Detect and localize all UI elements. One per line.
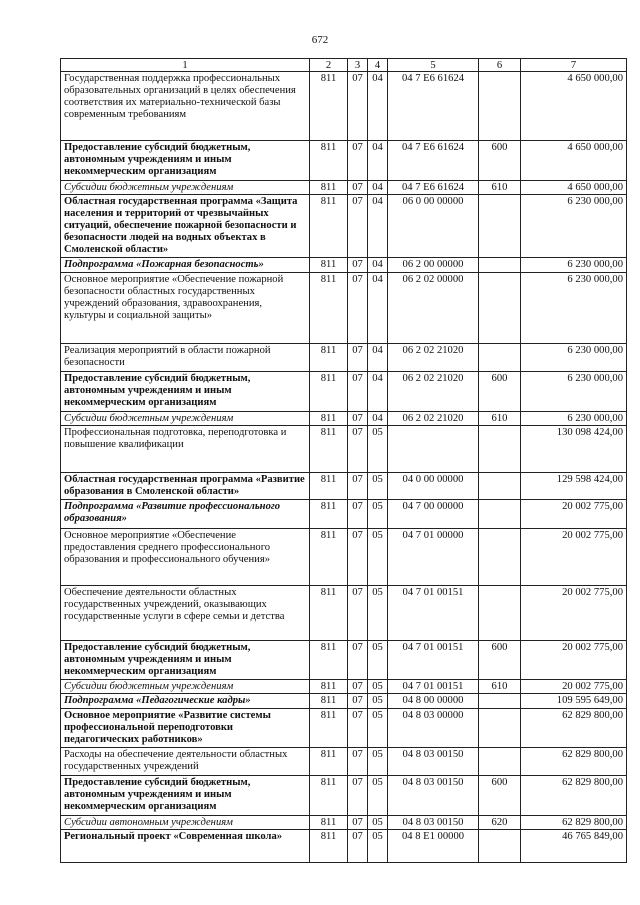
item-name: Субсидии бюджетным учреждениям bbox=[61, 412, 310, 426]
subsection-code: 04 bbox=[368, 412, 388, 426]
section-code: 07 bbox=[348, 473, 368, 500]
item-name: Профессиональная подготовка, переподготовка и повышение квалификации bbox=[61, 426, 310, 473]
amount: 62 829 800,00 bbox=[521, 748, 627, 776]
subsection-code: 05 bbox=[368, 426, 388, 473]
expense-type-code: 600 bbox=[479, 776, 521, 816]
admin-code: 811 bbox=[310, 748, 348, 776]
table-row bbox=[61, 426, 627, 473]
subsection-code: 05 bbox=[368, 709, 388, 748]
column-header: 2 bbox=[310, 59, 348, 72]
table-row bbox=[61, 195, 627, 258]
table-row bbox=[61, 141, 627, 181]
amount: 129 598 424,00 bbox=[521, 473, 627, 500]
table-row bbox=[61, 830, 627, 863]
amount: 6 230 000,00 bbox=[521, 372, 627, 412]
section-code: 07 bbox=[348, 412, 368, 426]
admin-code: 811 bbox=[310, 426, 348, 473]
section-code: 07 bbox=[348, 344, 368, 372]
item-name: Государственная поддержка профессиональных образовательных организаций в целях обеспечения соответствия их материально-технической базы современным требованиям bbox=[61, 72, 310, 141]
budget-table bbox=[60, 58, 627, 863]
target-article-code: 04 8 03 00150 bbox=[388, 776, 479, 816]
table-row bbox=[61, 680, 627, 694]
table-row bbox=[61, 273, 627, 344]
expense-type-code: 610 bbox=[479, 412, 521, 426]
amount: 6 230 000,00 bbox=[521, 344, 627, 372]
expense-type-code bbox=[479, 586, 521, 641]
target-article-code: 04 8 E1 00000 bbox=[388, 830, 479, 863]
target-article-code: 04 7 01 00151 bbox=[388, 586, 479, 641]
expense-type-code bbox=[479, 273, 521, 344]
admin-code: 811 bbox=[310, 273, 348, 344]
item-name: Предоставление субсидий бюджетным, автономным учреждениям и иным некоммерческим организациям bbox=[61, 372, 310, 412]
amount: 6 230 000,00 bbox=[521, 273, 627, 344]
expense-type-code: 600 bbox=[479, 141, 521, 181]
section-code: 07 bbox=[348, 141, 368, 181]
target-article-code: 04 7 00 00000 bbox=[388, 500, 479, 529]
admin-code: 811 bbox=[310, 529, 348, 586]
item-name: Основное мероприятие «Обеспечение пожарной безопасности областных государственных учреждений образования, здравоохранения, культуры и социальной защиты» bbox=[61, 273, 310, 344]
admin-code: 811 bbox=[310, 586, 348, 641]
target-article-code: 04 7 E6 61624 bbox=[388, 141, 479, 181]
target-article-code: 04 8 03 00150 bbox=[388, 748, 479, 776]
amount: 109 595 649,00 bbox=[521, 694, 627, 709]
amount: 20 002 775,00 bbox=[521, 586, 627, 641]
admin-code: 811 bbox=[310, 181, 348, 195]
expense-type-code bbox=[479, 529, 521, 586]
target-article-code: 04 8 00 00000 bbox=[388, 694, 479, 709]
item-name: Субсидии автономным учреждениям bbox=[61, 816, 310, 830]
admin-code: 811 bbox=[310, 473, 348, 500]
expense-type-code bbox=[479, 473, 521, 500]
target-article-code: 06 0 00 00000 bbox=[388, 195, 479, 258]
table-row bbox=[61, 72, 627, 141]
amount: 20 002 775,00 bbox=[521, 641, 627, 680]
item-name: Подпрограмма «Пожарная безопасность» bbox=[61, 258, 310, 273]
amount: 20 002 775,00 bbox=[521, 529, 627, 586]
expense-type-code bbox=[479, 748, 521, 776]
item-name: Основное мероприятие «Обеспечение предоставления среднего профессионального образования и профессионального обучения» bbox=[61, 529, 310, 586]
target-article-code: 04 8 03 00000 bbox=[388, 709, 479, 748]
expense-type-code bbox=[479, 344, 521, 372]
target-article-code: 04 8 03 00150 bbox=[388, 816, 479, 830]
target-article-code: 06 2 02 21020 bbox=[388, 344, 479, 372]
item-name: Предоставление субсидий бюджетным, автономным учреждениям и иным некоммерческим организациям bbox=[61, 641, 310, 680]
admin-code: 811 bbox=[310, 694, 348, 709]
admin-code: 811 bbox=[310, 258, 348, 273]
amount: 4 650 000,00 bbox=[521, 181, 627, 195]
subsection-code: 05 bbox=[368, 641, 388, 680]
table-row bbox=[61, 181, 627, 195]
admin-code: 811 bbox=[310, 195, 348, 258]
section-code: 07 bbox=[348, 258, 368, 273]
expense-type-code bbox=[479, 500, 521, 529]
table-row bbox=[61, 372, 627, 412]
item-name: Основное мероприятие «Развитие системы профессиональной переподготовки педагогических работников» bbox=[61, 709, 310, 748]
subsection-code: 04 bbox=[368, 258, 388, 273]
expense-type-code bbox=[479, 830, 521, 863]
item-name: Подпрограмма «Педагогические кадры» bbox=[61, 694, 310, 709]
table-row bbox=[61, 586, 627, 641]
expense-type-code bbox=[479, 426, 521, 473]
subsection-code: 05 bbox=[368, 748, 388, 776]
subsection-code: 05 bbox=[368, 816, 388, 830]
expense-type-code bbox=[479, 195, 521, 258]
subsection-code: 04 bbox=[368, 181, 388, 195]
table-row bbox=[61, 748, 627, 776]
admin-code: 811 bbox=[310, 500, 348, 529]
column-header: 7 bbox=[521, 59, 627, 72]
item-name: Предоставление субсидий бюджетным, автономным учреждениям и иным некоммерческим организациям bbox=[61, 776, 310, 816]
section-code: 07 bbox=[348, 709, 368, 748]
subsection-code: 05 bbox=[368, 500, 388, 529]
admin-code: 811 bbox=[310, 641, 348, 680]
subsection-code: 04 bbox=[368, 372, 388, 412]
amount: 6 230 000,00 bbox=[521, 412, 627, 426]
amount: 46 765 849,00 bbox=[521, 830, 627, 863]
expense-type-code: 610 bbox=[479, 181, 521, 195]
subsection-code: 05 bbox=[368, 830, 388, 863]
subsection-code: 05 bbox=[368, 586, 388, 641]
subsection-code: 05 bbox=[368, 694, 388, 709]
item-name: Субсидии бюджетным учреждениям bbox=[61, 181, 310, 195]
section-code: 07 bbox=[348, 181, 368, 195]
table-row bbox=[61, 412, 627, 426]
table-row bbox=[61, 344, 627, 372]
subsection-code: 05 bbox=[368, 776, 388, 816]
table-row bbox=[61, 473, 627, 500]
section-code: 07 bbox=[348, 830, 368, 863]
amount: 6 230 000,00 bbox=[521, 195, 627, 258]
item-name: Областная государственная программа «Развитие образования в Смоленской области» bbox=[61, 473, 310, 500]
subsection-code: 05 bbox=[368, 680, 388, 694]
expense-type-code bbox=[479, 258, 521, 273]
table-row bbox=[61, 500, 627, 529]
admin-code: 811 bbox=[310, 72, 348, 141]
amount: 20 002 775,00 bbox=[521, 680, 627, 694]
item-name: Расходы на обеспечение деятельности областных государственных учреждений bbox=[61, 748, 310, 776]
expense-type-code: 600 bbox=[479, 641, 521, 680]
amount: 62 829 800,00 bbox=[521, 776, 627, 816]
expense-type-code: 600 bbox=[479, 372, 521, 412]
admin-code: 811 bbox=[310, 680, 348, 694]
section-code: 07 bbox=[348, 816, 368, 830]
section-code: 07 bbox=[348, 694, 368, 709]
column-header: 1 bbox=[61, 59, 310, 72]
expense-type-code bbox=[479, 709, 521, 748]
subsection-code: 05 bbox=[368, 473, 388, 500]
amount: 4 650 000,00 bbox=[521, 72, 627, 141]
subsection-code: 05 bbox=[368, 529, 388, 586]
item-name: Региональный проект «Современная школа» bbox=[61, 830, 310, 863]
section-code: 07 bbox=[348, 273, 368, 344]
column-header: 6 bbox=[479, 59, 521, 72]
target-article-code: 04 7 E6 61624 bbox=[388, 72, 479, 141]
section-code: 07 bbox=[348, 680, 368, 694]
column-header: 5 bbox=[388, 59, 479, 72]
subsection-code: 04 bbox=[368, 195, 388, 258]
expense-type-code bbox=[479, 72, 521, 141]
section-code: 07 bbox=[348, 776, 368, 816]
section-code: 07 bbox=[348, 426, 368, 473]
section-code: 07 bbox=[348, 500, 368, 529]
header-row bbox=[61, 59, 627, 72]
admin-code: 811 bbox=[310, 344, 348, 372]
target-article-code: 06 2 00 00000 bbox=[388, 258, 479, 273]
target-article-code: 04 7 01 00151 bbox=[388, 641, 479, 680]
amount: 62 829 800,00 bbox=[521, 709, 627, 748]
item-name: Подпрограмма «Развитие профессионального образования» bbox=[61, 500, 310, 529]
column-header: 3 bbox=[348, 59, 368, 72]
target-article-code: 04 7 E6 61624 bbox=[388, 181, 479, 195]
admin-code: 811 bbox=[310, 141, 348, 181]
subsection-code: 04 bbox=[368, 72, 388, 141]
item-name: Предоставление субсидий бюджетным, автономным учреждениям и иным некоммерческим организациям bbox=[61, 141, 310, 181]
table-row bbox=[61, 641, 627, 680]
expense-type-code: 620 bbox=[479, 816, 521, 830]
section-code: 07 bbox=[348, 586, 368, 641]
admin-code: 811 bbox=[310, 372, 348, 412]
section-code: 07 bbox=[348, 372, 368, 412]
target-article-code: 04 7 01 00000 bbox=[388, 529, 479, 586]
admin-code: 811 bbox=[310, 776, 348, 816]
section-code: 07 bbox=[348, 641, 368, 680]
section-code: 07 bbox=[348, 529, 368, 586]
subsection-code: 04 bbox=[368, 344, 388, 372]
amount: 130 098 424,00 bbox=[521, 426, 627, 473]
expense-type-code bbox=[479, 694, 521, 709]
item-name: Областная государственная программа «Защита населения и территорий от чрезвычайных ситуаций, обеспечение пожарной безопасности и безопасности людей на водных объектах в Смоленской области» bbox=[61, 195, 310, 258]
amount: 6 230 000,00 bbox=[521, 258, 627, 273]
item-name: Субсидии бюджетным учреждениям bbox=[61, 680, 310, 694]
section-code: 07 bbox=[348, 72, 368, 141]
subsection-code: 04 bbox=[368, 141, 388, 181]
target-article-code: 04 7 01 00151 bbox=[388, 680, 479, 694]
table-row bbox=[61, 258, 627, 273]
target-article-code: 06 2 02 21020 bbox=[388, 412, 479, 426]
admin-code: 811 bbox=[310, 412, 348, 426]
target-article-code: 06 2 02 21020 bbox=[388, 372, 479, 412]
column-header: 4 bbox=[368, 59, 388, 72]
table-row bbox=[61, 776, 627, 816]
item-name: Реализация мероприятий в области пожарной безопасности bbox=[61, 344, 310, 372]
page-number: 672 bbox=[311, 34, 329, 46]
subsection-code: 04 bbox=[368, 273, 388, 344]
table-row bbox=[61, 709, 627, 748]
section-code: 07 bbox=[348, 748, 368, 776]
section-code: 07 bbox=[348, 195, 368, 258]
table-row bbox=[61, 694, 627, 709]
target-article-code: 04 0 00 00000 bbox=[388, 473, 479, 500]
amount: 4 650 000,00 bbox=[521, 141, 627, 181]
expense-type-code: 610 bbox=[479, 680, 521, 694]
table-row bbox=[61, 816, 627, 830]
admin-code: 811 bbox=[310, 816, 348, 830]
target-article-code: 06 2 02 00000 bbox=[388, 273, 479, 344]
amount: 62 829 800,00 bbox=[521, 816, 627, 830]
admin-code: 811 bbox=[310, 830, 348, 863]
target-article-code bbox=[388, 426, 479, 473]
admin-code: 811 bbox=[310, 709, 348, 748]
item-name: Обеспечение деятельности областных государственных учреждений, оказывающих государственные услуги в сфере семьи и детства bbox=[61, 586, 310, 641]
table-row bbox=[61, 529, 627, 586]
amount: 20 002 775,00 bbox=[521, 500, 627, 529]
